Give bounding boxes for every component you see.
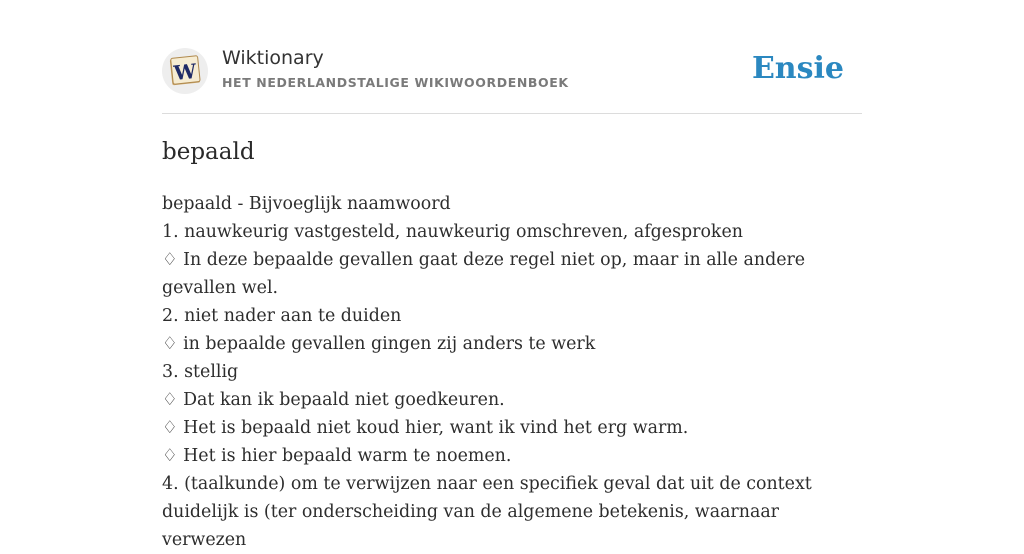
definition-line: bepaald - Bijvoeglijk naamwoord — [162, 194, 451, 214]
definition-line: ♢ In deze bepaalde gevallen gaat deze regel niet op, maar in alle andere gevallen wel. — [162, 250, 806, 298]
definition-line: 2. niet nader aan te duiden — [162, 306, 402, 326]
wiktionary-tile-icon — [166, 52, 204, 90]
definition-line: ♢ Het is bepaald niet koud hier, want ik vind het erg warm. — [162, 418, 689, 438]
definition-line: 1. nauwkeurig vastgesteld, nauwkeurig omschreven, afgesproken — [162, 222, 743, 242]
logo-letter: W — [172, 58, 198, 86]
entry-title: bepaald — [162, 139, 255, 165]
definition-line: 4. (taalkunde) om te verwijzen naar een specifiek geval dat uit de context duidelijk is (ter onderscheiding van de algemene betekenis, waarnaar verwezen — [162, 474, 812, 550]
entry-definition — [162, 190, 852, 554]
site-header — [162, 0, 862, 114]
ensie-brand-logo[interactable]: Ensie — [751, 51, 844, 86]
content-container — [162, 0, 862, 550]
definition-line: 3. stellig — [162, 362, 239, 382]
definition-line: ♢ in bepaalde gevallen gingen zij anders te werk — [162, 334, 596, 354]
site-subtitle: HET NEDERLANDSTALIGE WIKIWOORDENBOEK — [222, 75, 569, 90]
wiktionary-logo[interactable] — [162, 48, 208, 94]
definition-line: ♢ Dat kan ik bepaald niet goedkeuren. — [162, 390, 505, 410]
definition-line: ♢ Het is hier bepaald warm te noemen. — [162, 446, 512, 466]
site-title[interactable]: Wiktionary — [222, 47, 324, 69]
